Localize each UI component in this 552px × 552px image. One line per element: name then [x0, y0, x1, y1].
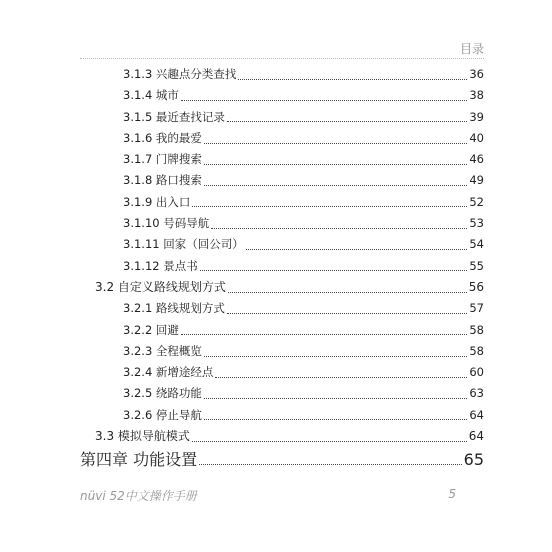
dot-leader	[199, 463, 462, 465]
toc-entry-page: 56	[468, 279, 484, 294]
dot-leader	[215, 376, 467, 378]
dot-leader	[200, 269, 468, 271]
toc-entry-page: 54	[469, 237, 484, 252]
toc-entry[interactable]	[80, 234, 484, 255]
toc-entry[interactable]	[80, 362, 484, 383]
toc-entry-title: 3.1.4 城市	[123, 88, 179, 103]
dot-leader	[227, 312, 467, 314]
toc-entry-title: 3.2.5 绕路功能	[123, 386, 202, 401]
toc-entry[interactable]	[80, 149, 484, 170]
toc-entry-title: 3.3 模拟导航模式	[95, 429, 190, 444]
toc-entry-title: 3.1.5 最近查找记录	[123, 109, 225, 124]
toc-entry-title: 3.2.6 停止导航	[123, 407, 202, 422]
toc-entry-page: 64	[468, 429, 484, 444]
toc-entry[interactable]	[80, 383, 484, 404]
toc-entry[interactable]	[80, 107, 484, 128]
dot-leader	[204, 355, 467, 357]
toc-entry-title: 3.2 自定义路线规划方式	[95, 279, 226, 294]
toc-entry-title: 3.1.6 我的最爱	[123, 130, 202, 145]
toc-entry-page: 55	[469, 258, 484, 273]
dot-leader	[228, 291, 467, 293]
toc-entry-page: 60	[469, 365, 484, 380]
dot-leader	[227, 120, 467, 122]
toc-entry-title: 3.1.3 兴趣点分类查找	[123, 67, 237, 81]
toc-entry-page: 53	[469, 216, 484, 231]
toc-entry-page: 52	[469, 194, 484, 209]
dot-leader	[181, 99, 467, 101]
toc-entry-title: 3.2.4 新增途经点	[123, 365, 214, 380]
toc-entry[interactable]	[80, 64, 484, 85]
toc-entry[interactable]	[80, 128, 484, 149]
dot-leader	[204, 397, 467, 399]
toc-entry-title: 3.2.1 路线规划方式	[123, 301, 225, 316]
toc-entry[interactable]	[80, 405, 484, 426]
table-of-contents	[80, 64, 484, 473]
toc-entry[interactable]	[80, 426, 484, 447]
toc-entry-page: 49	[469, 173, 484, 188]
toc-entry[interactable]	[80, 447, 484, 473]
dot-leader	[204, 418, 467, 420]
toc-entry[interactable]	[80, 213, 484, 234]
footer-page-number: 5	[448, 487, 456, 501]
toc-entry[interactable]	[80, 277, 484, 298]
dot-leader	[192, 440, 467, 442]
toc-entry-page: 65	[463, 450, 484, 470]
toc-entry-title: 3.1.9 出入口	[123, 194, 191, 209]
toc-entry-page: 57	[469, 301, 484, 316]
dot-leader	[238, 78, 467, 80]
toc-entry[interactable]	[80, 320, 484, 341]
toc-entry[interactable]	[80, 192, 484, 213]
toc-entry-page: 39	[469, 109, 484, 124]
toc-entry-title: 3.2.3 全程概览	[123, 343, 202, 358]
footer-manual-title: nüvi 52中文操作手册	[80, 489, 197, 503]
toc-entry-page: 64	[469, 407, 484, 422]
header-label: 目录	[459, 42, 484, 56]
toc-entry-title: 3.1.8 路口搜索	[123, 173, 202, 188]
toc-entry-page: 40	[469, 130, 484, 145]
toc-entry[interactable]	[80, 170, 484, 191]
toc-entry-title: 3.1.12 景点书	[123, 258, 198, 273]
toc-entry-title: 第四章 功能设置	[80, 450, 198, 470]
toc-entry-page: 38	[469, 88, 484, 103]
dot-leader	[204, 163, 467, 165]
toc-entry-page: 63	[469, 386, 484, 401]
dot-leader	[246, 248, 468, 250]
toc-entry-page: 58	[469, 322, 484, 337]
dot-leader	[192, 205, 467, 207]
dot-leader	[204, 142, 467, 144]
toc-entry[interactable]	[80, 341, 484, 362]
toc-entry[interactable]	[80, 298, 484, 319]
dot-leader	[211, 227, 467, 229]
toc-entry-title: 3.1.7 门牌搜索	[123, 152, 202, 167]
dot-leader	[181, 333, 467, 335]
toc-entry-title: 3.1.10 号码导航	[123, 216, 210, 231]
toc-entry[interactable]	[80, 85, 484, 106]
dot-leader	[204, 184, 467, 186]
toc-entry-title: 3.2.2 回避	[123, 322, 179, 337]
toc-entry-page: 58	[469, 343, 484, 358]
toc-entry[interactable]	[80, 256, 484, 277]
toc-entry-title: 3.1.11 回家（回公司）	[123, 237, 244, 252]
header-rule	[80, 58, 484, 59]
toc-entry-page: 46	[469, 152, 484, 167]
toc-entry-page: 36	[469, 67, 484, 81]
